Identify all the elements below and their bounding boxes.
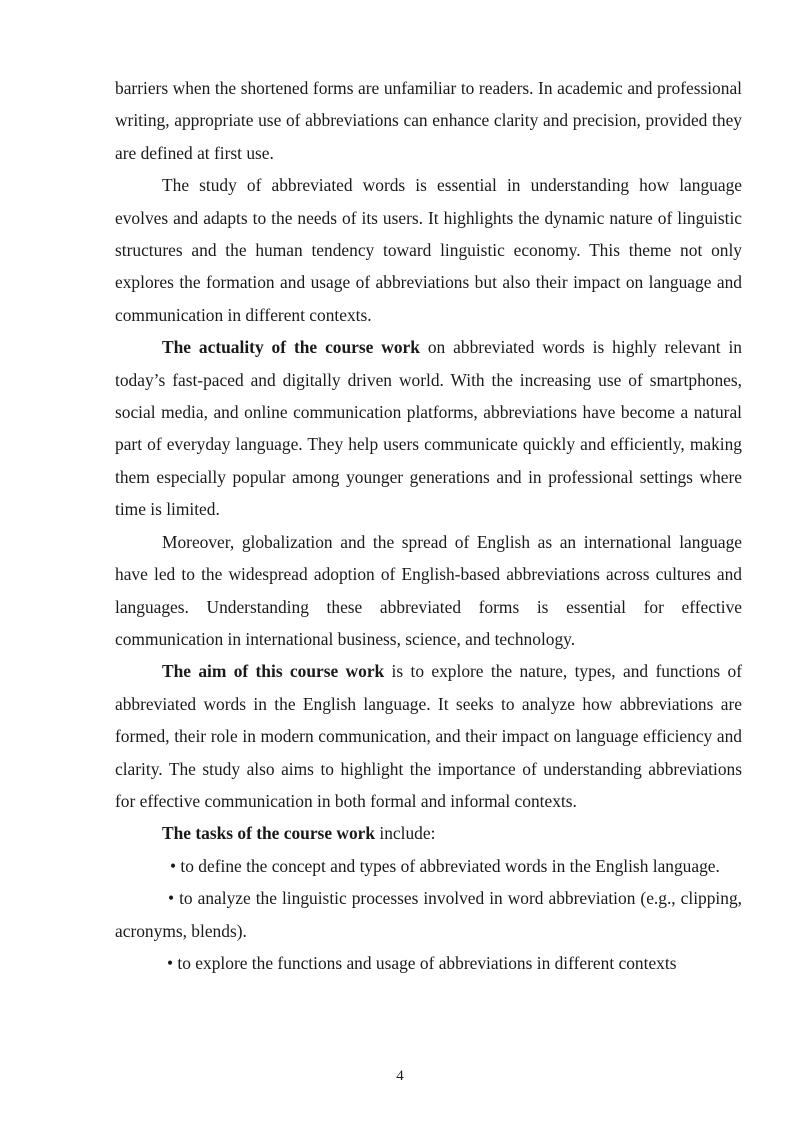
paragraph-tasks-intro: [115, 817, 742, 849]
aim-text: is to explore the nature, types, and functions of abbreviated words in the English language. It seeks to analyze how abbreviations are formed, their role in modern communication, and their impact on language efficiency and clarity. The study also aims to highlight the importance of understanding abbreviations for effective communication in both formal and informal contexts.: [115, 661, 742, 811]
paragraph-actuality: [115, 331, 742, 525]
paragraph-aim: [115, 655, 742, 817]
task-item: • to define the concept and types of abbreviated words in the English language.: [170, 855, 720, 876]
paragraph-study-of-abbreviations: The study of abbreviated words is essential in understanding how language evolves and adapts to the needs of its users. It highlights the dynamic nature of linguistic structures and the human tendency toward linguistic economy. This theme not only explores the formation and usage of abbreviations but also their impact on language and communication in different contexts.: [115, 175, 742, 325]
tasks-heading: The tasks of the course work: [162, 823, 376, 844]
paragraph-globalization: Moreover, globalization and the spread of English as an international language have led to the widespread adoption of English-based abbreviations across cultures and languages. Understanding these abbreviated forms is essential for effective communication in international business, science, and technology.: [115, 531, 742, 649]
document-page: [115, 72, 742, 979]
tasks-intro-text: include:: [375, 823, 436, 844]
paragraph-continuation: barriers when the shortened forms are unfamiliar to readers. In academic and professional writing, appropriate use of abbreviations can enhance clarity and precision, provided they are defined at first use.: [115, 78, 742, 163]
task-item: • to analyze the linguistic processes involved in word abbreviation (e.g., clipping, acronyms, blends).: [115, 888, 742, 941]
aim-heading: The aim of this course work: [162, 661, 385, 682]
actuality-text: on abbreviated words is highly relevant in today’s fast-paced and digitally driven world. With the increasing use of smartphones, social media, and online communication platforms, abbreviations have become a natural part of everyday language. They help users communicate quickly and efficiently, making them especially popular among younger generations and in professional settings where time is limited.: [115, 337, 742, 520]
actuality-heading: The actuality of the course work: [162, 337, 420, 358]
task-item: • to explore the functions and usage of abbreviations in different contexts: [167, 952, 677, 973]
page-number: 4: [396, 1068, 404, 1084]
